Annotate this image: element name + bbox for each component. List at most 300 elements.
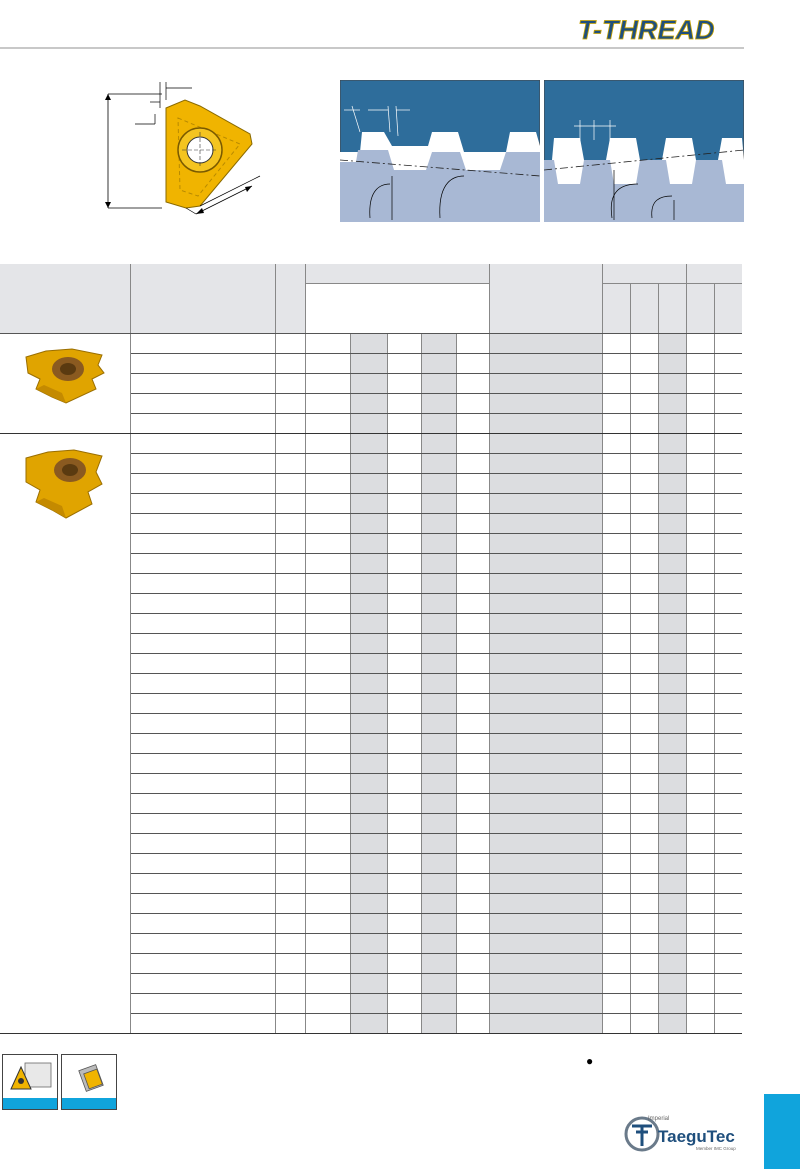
table-row xyxy=(0,434,742,454)
table-cell xyxy=(630,414,658,434)
table-cell xyxy=(630,574,658,594)
table-cell xyxy=(489,954,602,974)
table-cell xyxy=(686,414,714,434)
table-cell xyxy=(387,594,421,614)
table-cell xyxy=(130,594,275,614)
table-cell xyxy=(658,614,686,634)
table-cell xyxy=(421,634,456,654)
table-cell xyxy=(130,634,275,654)
table-cell xyxy=(714,754,742,774)
table-cell xyxy=(602,394,630,414)
table-cell xyxy=(489,454,602,474)
table-cell xyxy=(602,894,630,914)
table-cell xyxy=(421,694,456,714)
table-cell xyxy=(489,754,602,774)
table-cell xyxy=(658,874,686,894)
table-cell xyxy=(714,534,742,554)
table-cell xyxy=(658,674,686,694)
table-cell xyxy=(275,714,305,734)
table-cell xyxy=(305,834,350,854)
table-cell xyxy=(602,654,630,674)
table-cell xyxy=(130,454,275,474)
table-cell xyxy=(387,734,421,754)
table-cell xyxy=(421,654,456,674)
table-cell xyxy=(387,894,421,914)
table-cell xyxy=(275,394,305,414)
table-cell xyxy=(658,934,686,954)
table-cell xyxy=(602,614,630,634)
table-cell xyxy=(305,914,350,934)
table-cell xyxy=(714,514,742,534)
table-cell xyxy=(130,334,275,354)
table-cell xyxy=(421,674,456,694)
table-cell xyxy=(387,674,421,694)
table-cell xyxy=(421,414,456,434)
table-cell xyxy=(686,574,714,594)
table-cell xyxy=(489,914,602,934)
table-cell xyxy=(387,454,421,474)
table-cell xyxy=(305,474,350,494)
table-cell xyxy=(602,594,630,614)
table-cell xyxy=(305,494,350,514)
table-cell xyxy=(456,814,489,834)
table-cell xyxy=(489,574,602,594)
table-cell xyxy=(602,474,630,494)
header-holder xyxy=(489,264,602,334)
table-cell xyxy=(387,714,421,734)
table-cell xyxy=(350,934,387,954)
table-cell xyxy=(630,874,658,894)
table-cell xyxy=(387,414,421,434)
table-cell xyxy=(456,354,489,374)
table-cell xyxy=(714,994,742,1014)
table-cell xyxy=(456,854,489,874)
table-cell xyxy=(387,474,421,494)
table-cell xyxy=(456,434,489,454)
table-cell xyxy=(130,714,275,734)
table-cell xyxy=(714,854,742,874)
table-cell xyxy=(630,934,658,954)
table-cell xyxy=(658,654,686,674)
table-cell xyxy=(658,634,686,654)
table-cell xyxy=(305,734,350,754)
table-cell xyxy=(602,514,630,534)
table-cell xyxy=(658,854,686,874)
table-cell xyxy=(305,874,350,894)
table-cell xyxy=(686,994,714,1014)
table-cell xyxy=(714,414,742,434)
table-cell xyxy=(686,474,714,494)
table-cell xyxy=(275,894,305,914)
table-cell xyxy=(130,674,275,694)
table-cell xyxy=(489,994,602,1014)
table-cell xyxy=(456,334,489,354)
table-cell xyxy=(456,754,489,774)
table-cell xyxy=(686,454,714,474)
table-cell xyxy=(275,994,305,1014)
table-cell xyxy=(275,374,305,394)
table-cell xyxy=(456,714,489,734)
table-cell xyxy=(686,534,714,554)
table-cell xyxy=(456,694,489,714)
table-cell xyxy=(305,634,350,654)
table-cell xyxy=(130,1014,275,1034)
thread-diagram-left xyxy=(340,80,540,222)
table-cell xyxy=(275,474,305,494)
table-cell xyxy=(602,454,630,474)
table-cell xyxy=(456,674,489,694)
table-cell xyxy=(130,894,275,914)
table-cell xyxy=(686,774,714,794)
table-cell xyxy=(686,934,714,954)
table-cell xyxy=(456,834,489,854)
table-cell xyxy=(686,734,714,754)
table-cell xyxy=(130,474,275,494)
table-cell xyxy=(130,854,275,874)
table-cell xyxy=(489,614,602,634)
table-cell xyxy=(658,994,686,1014)
brand-title: T-THREAD xyxy=(578,15,715,44)
table-cell xyxy=(387,334,421,354)
table-cell xyxy=(630,814,658,834)
table-cell xyxy=(387,834,421,854)
table-cell xyxy=(456,874,489,894)
table-cell xyxy=(658,754,686,774)
table-cell xyxy=(456,394,489,414)
table-cell xyxy=(630,634,658,654)
table-cell xyxy=(350,374,387,394)
table-cell xyxy=(130,414,275,434)
header-designation xyxy=(130,264,275,334)
table-cell xyxy=(630,734,658,754)
table-cell xyxy=(350,1014,387,1034)
header-dimensions-group xyxy=(305,264,489,284)
table-cell xyxy=(130,354,275,374)
insert-photo-1 xyxy=(22,345,106,405)
table-cell xyxy=(275,754,305,774)
table-cell xyxy=(421,954,456,974)
table-cell xyxy=(686,354,714,374)
table-cell xyxy=(350,454,387,474)
table-cell xyxy=(350,994,387,1014)
table-cell xyxy=(456,954,489,974)
table-cell xyxy=(350,634,387,654)
table-cell xyxy=(387,694,421,714)
table-cell xyxy=(686,694,714,714)
table-cell xyxy=(456,734,489,754)
table-cell xyxy=(714,614,742,634)
table-cell xyxy=(275,334,305,354)
table-cell xyxy=(421,474,456,494)
table-cell xyxy=(489,594,602,614)
table-cell xyxy=(456,574,489,594)
table-cell xyxy=(275,594,305,614)
table-cell xyxy=(421,454,456,474)
table-cell xyxy=(714,394,742,414)
table-cell xyxy=(658,814,686,834)
table-cell xyxy=(489,694,602,714)
table-cell xyxy=(686,614,714,634)
book-icon-button[interactable] xyxy=(61,1054,117,1110)
table-cell xyxy=(630,974,658,994)
table-cell xyxy=(421,814,456,834)
table-cell xyxy=(275,494,305,514)
table-cell xyxy=(130,974,275,994)
table-cell xyxy=(130,734,275,754)
table-cell xyxy=(456,774,489,794)
table-cell xyxy=(456,494,489,514)
table-cell xyxy=(658,474,686,494)
table-cell xyxy=(350,974,387,994)
table-cell xyxy=(421,754,456,774)
table-cell xyxy=(714,474,742,494)
table-cell xyxy=(686,914,714,934)
table-cell xyxy=(714,674,742,694)
table-cell xyxy=(658,894,686,914)
table-cell xyxy=(421,1014,456,1034)
table-cell xyxy=(421,534,456,554)
table-cell xyxy=(630,794,658,814)
table-cell xyxy=(686,894,714,914)
table-cell xyxy=(602,494,630,514)
table-cell xyxy=(714,974,742,994)
thread-diagram-right xyxy=(544,80,744,222)
table-cell xyxy=(602,734,630,754)
table-cell xyxy=(686,514,714,534)
table-cell xyxy=(658,574,686,594)
table-cell xyxy=(275,1014,305,1034)
table-cell xyxy=(350,694,387,714)
table-cell xyxy=(350,494,387,514)
table-cell xyxy=(630,454,658,474)
table-cell xyxy=(630,754,658,774)
brand-logo xyxy=(574,14,746,44)
table-cell xyxy=(421,934,456,954)
table-cell xyxy=(305,654,350,674)
table-cell xyxy=(387,494,421,514)
table-cell xyxy=(421,594,456,614)
table-cell xyxy=(630,514,658,534)
side-chapter-tab[interactable] xyxy=(764,1094,800,1169)
logo-text: TaeguTec xyxy=(658,1127,735,1146)
table-cell xyxy=(275,914,305,934)
table-cell xyxy=(714,914,742,934)
table-cell xyxy=(305,574,350,594)
insert-drawing xyxy=(100,78,270,218)
table-cell xyxy=(275,854,305,874)
table-cell xyxy=(658,774,686,794)
table-cell xyxy=(489,834,602,854)
table-cell xyxy=(630,614,658,634)
table-cell xyxy=(630,834,658,854)
table-cell xyxy=(658,974,686,994)
logo-top-text: Imperial xyxy=(648,1116,670,1122)
table-cell xyxy=(350,854,387,874)
table-cell xyxy=(714,894,742,914)
table-cell xyxy=(275,934,305,954)
table-cell xyxy=(686,594,714,614)
table-cell xyxy=(350,954,387,974)
table-cell xyxy=(489,334,602,354)
table-cell xyxy=(658,514,686,534)
table-cell xyxy=(130,614,275,634)
table-cell xyxy=(489,634,602,654)
table-cell xyxy=(686,954,714,974)
table-cell xyxy=(714,774,742,794)
table-cell xyxy=(387,374,421,394)
table-cell xyxy=(658,414,686,434)
table-cell xyxy=(130,934,275,954)
table-cell xyxy=(686,794,714,814)
table-cell xyxy=(489,874,602,894)
table-cell xyxy=(658,954,686,974)
table-cell xyxy=(658,594,686,614)
table-cell xyxy=(630,394,658,414)
table-cell xyxy=(489,734,602,754)
table-cell xyxy=(275,874,305,894)
book-icon xyxy=(74,1061,106,1095)
table-cell xyxy=(387,974,421,994)
table-cell xyxy=(630,714,658,734)
table-cell xyxy=(350,874,387,894)
logo-subtext: Member IMC Group xyxy=(696,1146,736,1151)
table-cell xyxy=(602,574,630,594)
table-cell xyxy=(658,714,686,734)
table-cell xyxy=(714,574,742,594)
insert-image-cell xyxy=(0,434,130,1034)
table-cell xyxy=(387,774,421,794)
table-cell xyxy=(387,654,421,674)
table-cell xyxy=(489,894,602,914)
table-cell xyxy=(130,994,275,1014)
table-cell xyxy=(305,394,350,414)
table-cell xyxy=(489,554,602,574)
table-cell xyxy=(602,554,630,574)
table-cell xyxy=(350,474,387,494)
table-cell xyxy=(658,734,686,754)
table-cell xyxy=(602,1014,630,1034)
table-cell xyxy=(421,614,456,634)
table-cell xyxy=(421,514,456,534)
table-cell xyxy=(686,854,714,874)
table-cell xyxy=(602,934,630,954)
insert-photo-2 xyxy=(22,444,106,520)
table-cell xyxy=(602,354,630,374)
table-cell xyxy=(305,894,350,914)
table-cell xyxy=(686,714,714,734)
table-cell xyxy=(456,914,489,934)
table-cell xyxy=(630,354,658,374)
table-cell xyxy=(421,994,456,1014)
table-cell xyxy=(305,434,350,454)
table-cell xyxy=(489,374,602,394)
table-cell xyxy=(387,814,421,834)
table-cell xyxy=(658,834,686,854)
table-cell xyxy=(275,834,305,854)
table-cell xyxy=(456,1014,489,1034)
table-cell xyxy=(602,874,630,894)
table-cell xyxy=(714,434,742,454)
table-cell xyxy=(130,534,275,554)
table-cell xyxy=(130,774,275,794)
table-cell xyxy=(350,554,387,574)
table-cell xyxy=(387,554,421,574)
table-cell xyxy=(658,454,686,474)
table-cell xyxy=(421,714,456,734)
table-cell xyxy=(658,1014,686,1034)
table-cell xyxy=(602,634,630,654)
table-cell xyxy=(630,854,658,874)
table-cell xyxy=(387,534,421,554)
table-cell xyxy=(350,794,387,814)
table-cell xyxy=(602,834,630,854)
table-cell xyxy=(350,774,387,794)
table-cell xyxy=(489,354,602,374)
table-cell xyxy=(305,334,350,354)
table-cell xyxy=(275,614,305,634)
table-cell xyxy=(275,694,305,714)
table-cell xyxy=(305,714,350,734)
table-cell xyxy=(350,674,387,694)
table-cell xyxy=(489,934,602,954)
holder-icon-button[interactable] xyxy=(2,1054,58,1110)
table-cell xyxy=(456,514,489,534)
table-cell xyxy=(387,634,421,654)
table-cell xyxy=(714,794,742,814)
table-cell xyxy=(350,734,387,754)
table-cell xyxy=(305,354,350,374)
table-cell xyxy=(275,634,305,654)
table-cell xyxy=(350,394,387,414)
header-grade-group-2 xyxy=(686,264,742,284)
table-cell xyxy=(602,954,630,974)
table-cell xyxy=(686,814,714,834)
taegutec-logo xyxy=(624,1112,748,1156)
table-cell xyxy=(686,754,714,774)
table-row xyxy=(0,334,742,354)
table-cell xyxy=(130,654,275,674)
table-cell xyxy=(630,774,658,794)
table-cell xyxy=(686,874,714,894)
table-cell xyxy=(658,354,686,374)
table-cell xyxy=(387,934,421,954)
table-cell xyxy=(305,854,350,874)
table-cell xyxy=(387,514,421,534)
table-cell xyxy=(714,714,742,734)
table-cell xyxy=(350,534,387,554)
table-cell xyxy=(714,594,742,614)
table-cell xyxy=(489,714,602,734)
table-cell xyxy=(421,734,456,754)
table-cell xyxy=(602,374,630,394)
table-cell xyxy=(714,874,742,894)
table-cell xyxy=(658,374,686,394)
table-cell xyxy=(630,474,658,494)
table-cell xyxy=(130,494,275,514)
table-cell xyxy=(630,334,658,354)
table-cell xyxy=(686,434,714,454)
table-cell xyxy=(130,394,275,414)
table-cell xyxy=(130,374,275,394)
table-cell xyxy=(421,834,456,854)
table-cell xyxy=(421,894,456,914)
header-pitch xyxy=(275,264,305,334)
table-cell xyxy=(130,814,275,834)
table-cell xyxy=(275,434,305,454)
table-cell xyxy=(686,374,714,394)
table-cell xyxy=(456,454,489,474)
table-cell xyxy=(305,614,350,634)
